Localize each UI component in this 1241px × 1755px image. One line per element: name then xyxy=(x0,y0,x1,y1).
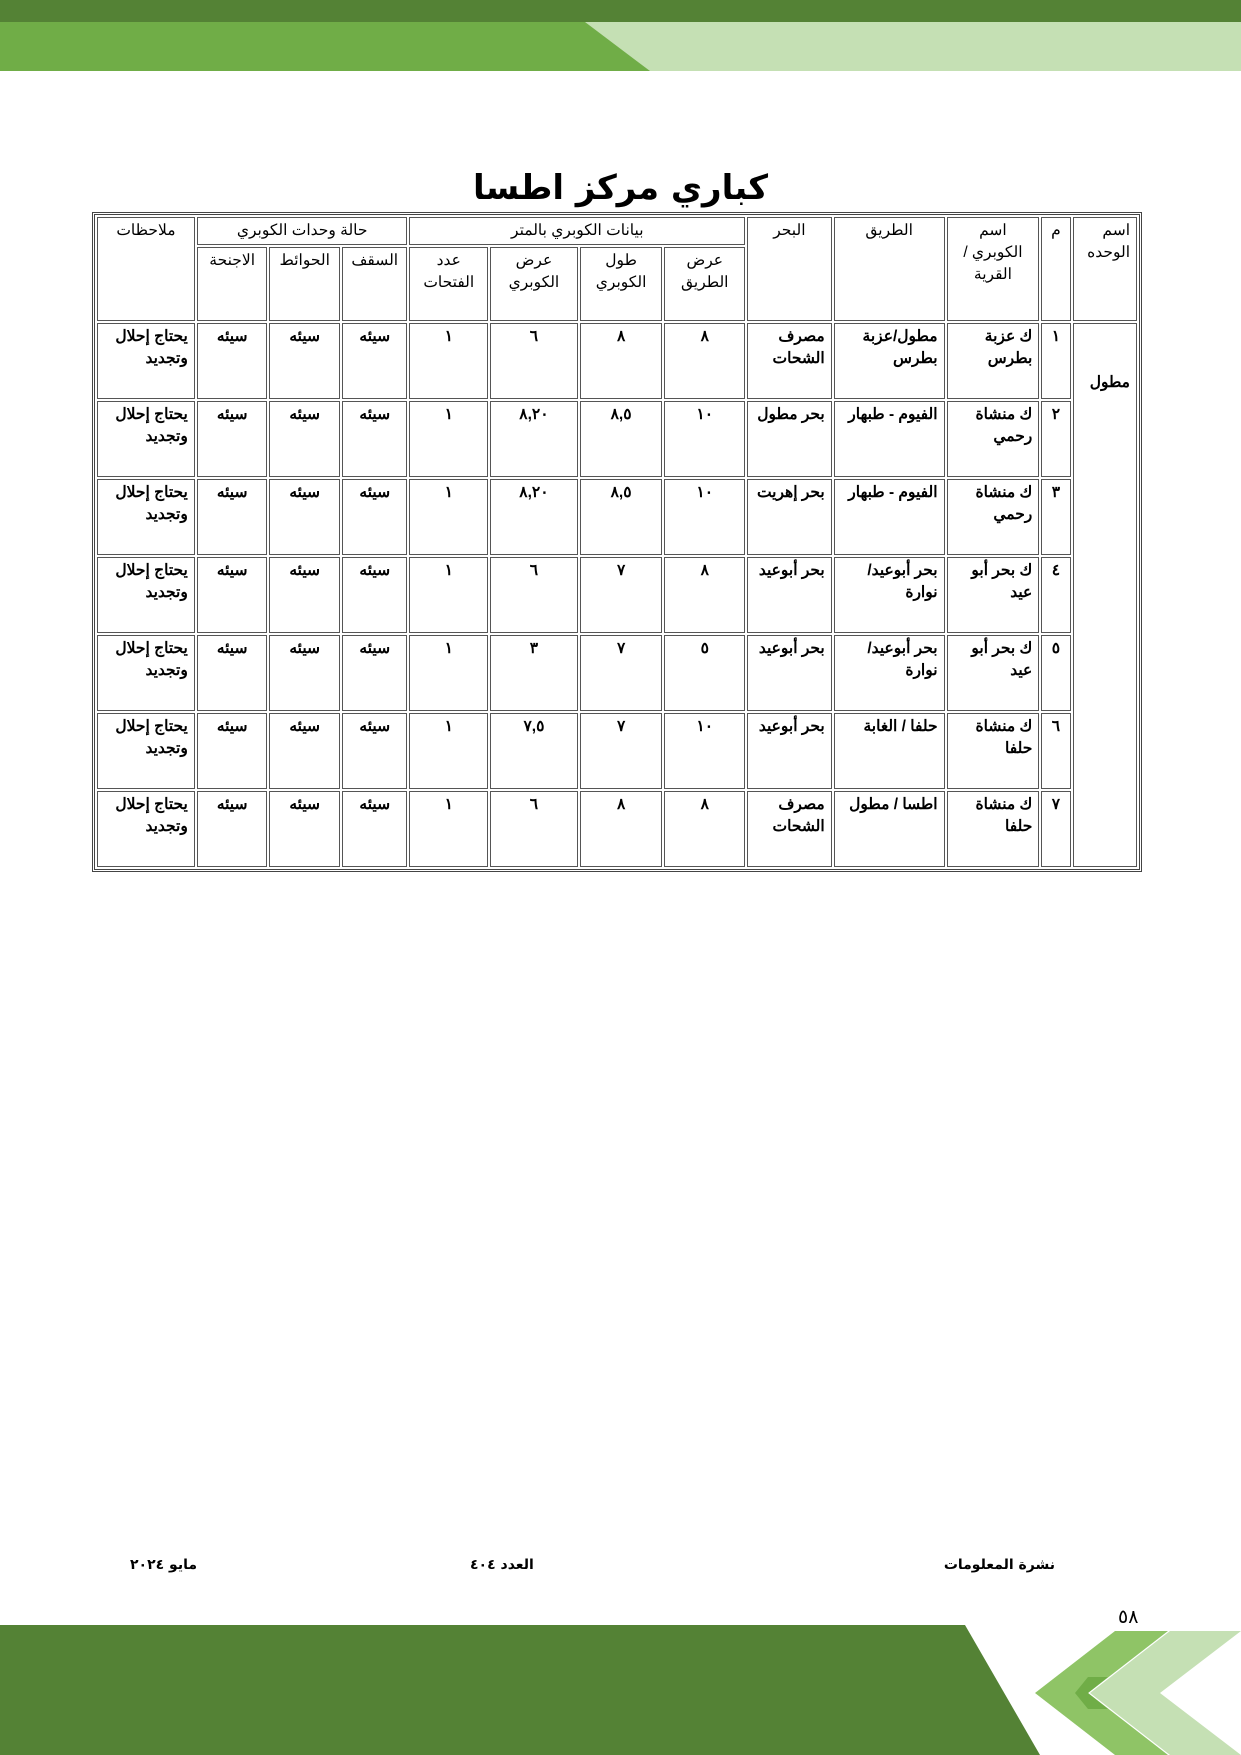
table-row xyxy=(97,401,1137,477)
cell-wings: سيئه xyxy=(197,479,268,555)
cell-bridge-width: ٣ xyxy=(490,635,578,711)
header-walls: الحوائط xyxy=(269,247,340,321)
cell-bridge-name: ك بحر أبو عيد xyxy=(947,635,1040,711)
cell-sea: مصرف الشحات xyxy=(747,323,832,399)
table-row xyxy=(97,557,1137,633)
cell-notes: يحتاج إحلال وتجديد xyxy=(97,635,195,711)
cell-notes: يحتاج إحلال وتجديد xyxy=(97,713,195,789)
header-banner xyxy=(0,0,1241,75)
cell-roof: سيئه xyxy=(342,479,408,555)
table-row xyxy=(97,713,1137,789)
cell-road-width: ١٠ xyxy=(664,479,745,555)
cell-sea: بحر أبوعيد xyxy=(747,713,832,789)
cell-road-width: ٨ xyxy=(664,791,745,867)
cell-notes: يحتاج إحلال وتجديد xyxy=(97,479,195,555)
header-bridge-village: اسم الكوبري /القرية xyxy=(947,217,1040,321)
cell-bridge-width: ٦ xyxy=(490,557,578,633)
footer-line xyxy=(0,1557,1241,1579)
cell-road-width: ١٠ xyxy=(664,401,745,477)
cell-notes: يحتاج إحلال وتجديد xyxy=(97,401,195,477)
cell-wings: سيئه xyxy=(197,557,268,633)
cell-wings: سيئه xyxy=(197,635,268,711)
cell-walls: سيئه xyxy=(269,713,340,789)
cell-roof: سيئه xyxy=(342,791,408,867)
cell-wings: سيئه xyxy=(197,713,268,789)
page-number: ٥٨ xyxy=(1118,1606,1139,1628)
cell-wings: سيئه xyxy=(197,791,268,867)
cell-bridge-width: ٨,٢٠ xyxy=(490,401,578,477)
header-road: الطريق xyxy=(834,217,945,321)
cell-notes: يحتاج إحلال وتجديد xyxy=(97,791,195,867)
bridges-table xyxy=(92,212,1142,872)
cell-road: مطول/عزبة بطرس xyxy=(834,323,945,399)
cell-openings: ١ xyxy=(409,401,488,477)
cell-walls: سيئه xyxy=(269,401,340,477)
header-road-width: عرض الطريق xyxy=(664,247,745,321)
cell-road-width: ٨ xyxy=(664,323,745,399)
table-row xyxy=(97,323,1137,399)
cell-road-width: ٥ xyxy=(664,635,745,711)
footer-publication: نشرة المعلومات xyxy=(943,1557,1055,1573)
header-units-status-group: حالة وحدات الكوبري xyxy=(197,217,408,245)
cell-road: الفيوم - طبهار xyxy=(834,401,945,477)
cell-number: ١ xyxy=(1041,323,1070,399)
cell-road: بحر أبوعيد/ نوارة xyxy=(834,635,945,711)
cell-openings: ١ xyxy=(409,479,488,555)
table-row xyxy=(97,791,1137,867)
cell-walls: سيئه xyxy=(269,479,340,555)
cell-bridge-name: ك بحر أبو عيد xyxy=(947,557,1040,633)
cell-roof: سيئه xyxy=(342,635,408,711)
cell-wings: سيئه xyxy=(197,323,268,399)
cell-sea: مصرف الشحات xyxy=(747,791,832,867)
cell-bridge-name: ك عزبة بطرس xyxy=(947,323,1040,399)
cell-bridge-length: ٨,٥ xyxy=(580,401,663,477)
cell-bridge-name: ك منشاة رحمي xyxy=(947,401,1040,477)
cell-bridge-length: ٧ xyxy=(580,635,663,711)
cell-bridge-name: ك منشاة رحمي xyxy=(947,479,1040,555)
cell-bridge-length: ٧ xyxy=(580,713,663,789)
cell-number: ٢ xyxy=(1041,401,1070,477)
cell-notes: يحتاج إحلال وتجديد xyxy=(97,557,195,633)
table-row xyxy=(97,635,1137,711)
header-number: م xyxy=(1041,217,1070,321)
cell-openings: ١ xyxy=(409,791,488,867)
cell-number: ٥ xyxy=(1041,635,1070,711)
cell-sea: بحر أبوعيد xyxy=(747,635,832,711)
cell-bridge-width: ٨,٢٠ xyxy=(490,479,578,555)
cell-bridge-length: ٨,٥ xyxy=(580,479,663,555)
header-bridge-length: طول الكوبري xyxy=(580,247,663,321)
cell-bridge-length: ٧ xyxy=(580,557,663,633)
cell-roof: سيئه xyxy=(342,557,408,633)
table-row xyxy=(97,479,1137,555)
cell-road: اطسا / مطول xyxy=(834,791,945,867)
header-sea: البحر xyxy=(747,217,832,321)
header-notes: ملاحظات xyxy=(97,217,195,321)
cell-bridge-name: ك منشاة حلفا xyxy=(947,791,1040,867)
header-openings: عدد الفتحات xyxy=(409,247,488,321)
footer-date: مايو ٢٠٢٤ xyxy=(130,1557,198,1573)
cell-bridge-width: ٧,٥ xyxy=(490,713,578,789)
cell-openings: ١ xyxy=(409,557,488,633)
header-roof: السقف xyxy=(342,247,408,321)
cell-openings: ١ xyxy=(409,635,488,711)
cell-bridge-width: ٦ xyxy=(490,323,578,399)
unit-value: مطول xyxy=(1089,374,1130,391)
cell-road-width: ١٠ xyxy=(664,713,745,789)
cell-bridge-length: ٨ xyxy=(580,323,663,399)
footer-banner xyxy=(0,1625,1241,1755)
cell-walls: سيئه xyxy=(269,323,340,399)
unit-cell xyxy=(1073,323,1138,867)
cell-openings: ١ xyxy=(409,713,488,789)
cell-walls: سيئه xyxy=(269,791,340,867)
cell-wings: سيئه xyxy=(197,401,268,477)
cell-roof: سيئه xyxy=(342,401,408,477)
cell-number: ٧ xyxy=(1041,791,1070,867)
cell-number: ٦ xyxy=(1041,713,1070,789)
cell-notes: يحتاج إحلال وتجديد xyxy=(97,323,195,399)
cell-number: ٤ xyxy=(1041,557,1070,633)
cell-bridge-width: ٦ xyxy=(490,791,578,867)
cell-walls: سيئه xyxy=(269,557,340,633)
cell-number: ٣ xyxy=(1041,479,1070,555)
header-unit-name: اسم الوحده xyxy=(1073,217,1138,321)
cell-openings: ١ xyxy=(409,323,488,399)
cell-sea: بحر مطول xyxy=(747,401,832,477)
cell-road: حلفا / الغابة xyxy=(834,713,945,789)
cell-roof: سيئه xyxy=(342,713,408,789)
page-title: كباري مركز اطسا xyxy=(473,168,768,208)
cell-bridge-name: ك منشاة حلفا xyxy=(947,713,1040,789)
cell-walls: سيئه xyxy=(269,635,340,711)
cell-road-width: ٨ xyxy=(664,557,745,633)
cell-sea: بحر إهريت xyxy=(747,479,832,555)
header-wings: الاجنحة xyxy=(197,247,268,321)
cell-roof: سيئه xyxy=(342,323,408,399)
header-bridge-width: عرض الكوبري xyxy=(490,247,578,321)
cell-road: الفيوم - طبهار xyxy=(834,479,945,555)
header-bridge-data-group: بيانات الكوبري بالمتر xyxy=(409,217,745,245)
footer-issue: العدد ٤٠٤ xyxy=(470,1557,534,1573)
cell-bridge-length: ٨ xyxy=(580,791,663,867)
cell-sea: بحر أبوعيد xyxy=(747,557,832,633)
cell-road: بحر أبوعيد/ نوارة xyxy=(834,557,945,633)
